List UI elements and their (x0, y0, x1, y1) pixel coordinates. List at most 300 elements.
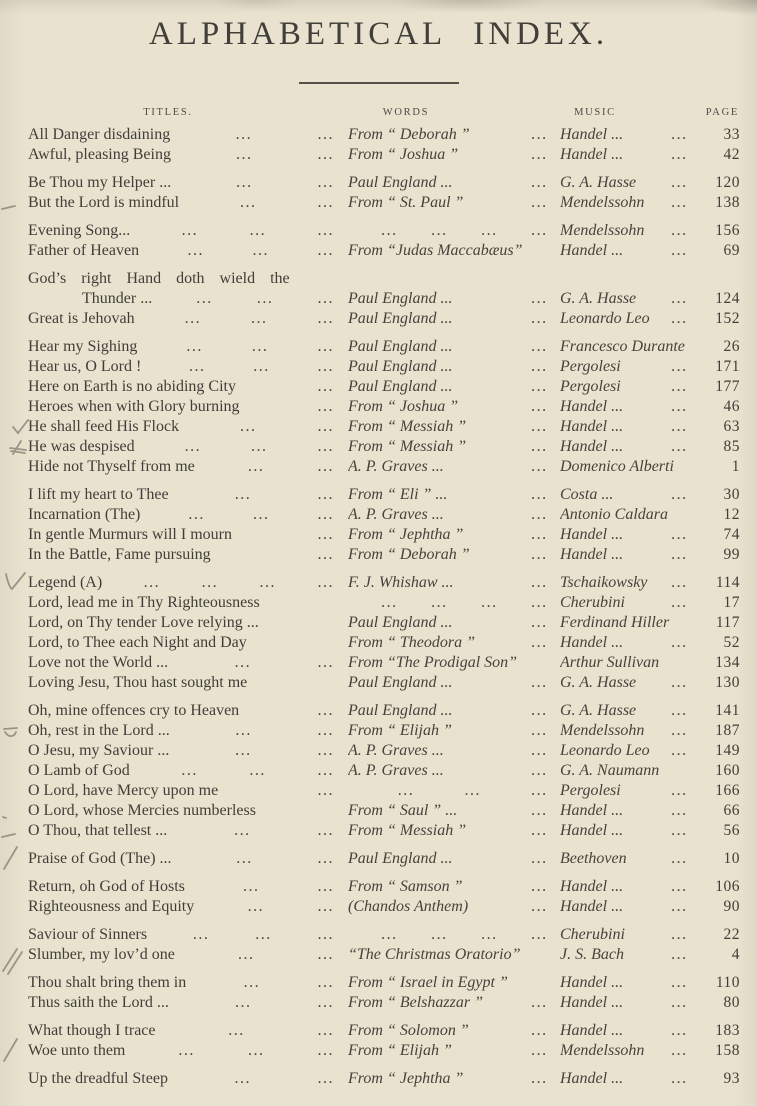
music-cell-text: G. A. Hasse (560, 702, 637, 719)
pen-mark-double-slash (1, 945, 23, 981)
page-number: 63 (723, 418, 740, 435)
dot-leader: ... (240, 418, 257, 435)
title-cell-text: Righteousness and Equity (28, 898, 195, 915)
dot-leader: ... (181, 222, 199, 239)
dot-leader: ... (531, 546, 548, 563)
dot-leader: ... (531, 702, 548, 719)
dot-leader: ... (671, 974, 688, 991)
words-cell (348, 377, 560, 397)
words-cell-text: From “ Eli ” ... (348, 486, 448, 503)
index-row (28, 721, 740, 741)
music-cell-text: G. A. Hasse (560, 174, 637, 191)
title-cell-text: O Lord, whose Mercies numberless (28, 802, 256, 819)
music-cell-text: Mendelssohn (560, 722, 645, 739)
dot-leader: ... (317, 418, 334, 435)
music-cell (560, 877, 696, 897)
words-cell (348, 485, 560, 505)
title-cell-text: Lord, lead me in Thy Righteousness (28, 594, 260, 611)
index-row (28, 289, 740, 309)
words-cell-text: From “The Prodigal Son” (348, 654, 518, 671)
dot-leader: ... (431, 222, 448, 239)
title-cell (28, 145, 348, 165)
page-number: 134 (715, 654, 740, 671)
dot-leader: ... (531, 418, 548, 435)
pen-mark-dash (1, 198, 17, 218)
words-cell-text: From “ Joshua ” (348, 146, 459, 163)
words-cell (348, 973, 560, 993)
index-row (28, 397, 740, 417)
index-row (28, 221, 740, 241)
dot-leader: ... (235, 126, 253, 143)
music-cell-text: Handel ... (560, 126, 624, 143)
words-cell (348, 741, 560, 761)
words-cell-text: (Chandos Anthem) (348, 898, 469, 915)
title-cell-text: Loving Jesu, Thou hast sought me (28, 674, 248, 691)
dot-leader: ... (671, 486, 688, 503)
title-cell-text: But the Lord is mindful (28, 194, 180, 211)
words-cell (348, 289, 560, 309)
title-cell (28, 613, 348, 633)
dot-leader: ... (531, 802, 548, 819)
dot-leader: ... (317, 1022, 334, 1039)
words-cell-text: F. J. Whishaw ... (348, 574, 454, 591)
title-cell-text: Hide not Thyself from me (28, 458, 195, 475)
page-number: 52 (723, 634, 740, 651)
title-cell-text: What though I trace (28, 1022, 156, 1039)
music-cell (560, 193, 696, 213)
music-cell-text: Handel ... (560, 822, 624, 839)
dot-leader: ... (317, 654, 334, 671)
page-number: 80 (723, 994, 740, 1011)
dot-leader: ... (249, 222, 267, 239)
index-group (28, 125, 740, 165)
words-cell-text: From “ Saul ” ... (348, 802, 458, 819)
page-number: 110 (715, 974, 740, 991)
music-cell (560, 337, 696, 357)
title-cell-text: In gentle Murmurs will I mourn (28, 526, 232, 543)
words-cell (348, 397, 560, 417)
words-cell-text: From “ Elijah ” (348, 1042, 452, 1059)
dot-leader: ... (252, 506, 270, 523)
title-cell (28, 973, 348, 993)
title-cell (28, 573, 348, 593)
dot-leader: ... (181, 762, 198, 779)
title-cell-text: Legend (A) (28, 574, 103, 591)
dot-leader: ... (317, 310, 334, 327)
page-number: 152 (715, 310, 740, 327)
dot-leader: ... (671, 242, 688, 259)
title-cell-text: He was despised (28, 438, 135, 455)
page-number: 124 (715, 290, 740, 307)
dot-leader: ... (531, 634, 548, 651)
dot-leader: ... (251, 338, 269, 355)
title-cell (28, 721, 348, 741)
page-number: 106 (715, 878, 740, 895)
index-group (28, 877, 740, 917)
index-row (28, 525, 740, 545)
dot-leader: ... (381, 222, 398, 239)
words-cell-text: From “ Samson ” (348, 878, 463, 895)
dot-leader: ... (234, 486, 252, 503)
title-cell (28, 397, 348, 417)
music-cell (560, 485, 696, 505)
dot-leader: ... (671, 802, 688, 819)
title-cell (28, 525, 348, 545)
words-cell (348, 357, 560, 377)
dot-leader: ... (317, 1070, 334, 1087)
dot-leader: ... (242, 878, 260, 895)
dot-leader: ... (671, 1042, 688, 1059)
dot-leader: ... (317, 702, 334, 719)
index-row (28, 925, 740, 945)
music-cell-text: Mendelssohn (560, 222, 645, 239)
music-cell (560, 1021, 696, 1041)
title-cell-text: Slumber, my lov’d one (28, 946, 175, 963)
music-cell (560, 633, 696, 653)
dot-leader: ... (317, 506, 334, 523)
words-cell (348, 897, 560, 917)
dot-leader: ... (671, 1070, 688, 1087)
dot-leader: ... (671, 634, 688, 651)
index-group (28, 973, 740, 1013)
words-cell-text: Paul England ... (348, 674, 453, 691)
dot-leader: ... (317, 290, 334, 307)
dot-leader: ... (531, 574, 548, 591)
title-cell (28, 457, 348, 477)
title-cell-text: He shall feed His Flock (28, 418, 180, 435)
page-number: 187 (715, 722, 740, 739)
dot-leader: ... (236, 174, 253, 191)
music-cell (560, 241, 696, 261)
music-cell (560, 145, 696, 165)
dot-leader: ... (671, 310, 688, 327)
music-cell-text: Handel ... (560, 546, 624, 563)
title-cell (28, 741, 348, 761)
index-row (28, 377, 740, 397)
dot-leader: ... (235, 146, 253, 163)
dot-leader: ... (251, 310, 268, 327)
dot-leader: ... (188, 506, 205, 523)
dot-leader: ... (531, 290, 548, 307)
title-cell-text: Here on Earth is no abiding City (28, 378, 236, 395)
dot-leader: ... (531, 614, 548, 631)
dot-leader: ... (317, 926, 334, 943)
music-cell (560, 849, 696, 869)
title-cell (28, 193, 348, 213)
words-cell-text: Paul England ... (348, 310, 453, 327)
words-cell-text: From “ Jephtha ” (348, 526, 464, 543)
title-cell-text: Up the dreadful Steep (28, 1070, 168, 1087)
music-cell (560, 801, 696, 821)
index-row (28, 593, 740, 613)
music-cell-text: Cherubini (560, 594, 625, 611)
dot-leader: ... (259, 574, 277, 591)
index-row (28, 633, 740, 653)
dot-leader: ... (317, 438, 334, 455)
dot-leader: ... (531, 194, 548, 211)
title-cell-text: O Lamb of God (28, 762, 130, 779)
music-cell (560, 221, 696, 241)
index-group (28, 925, 740, 965)
music-cell-text: Arthur Sullivan (560, 654, 660, 671)
dot-leader: ... (317, 574, 334, 591)
dot-leader: ... (531, 358, 548, 375)
dot-leader: ... (671, 782, 688, 799)
dot-leader: ... (531, 398, 548, 415)
title-cell (28, 173, 348, 193)
words-cell (348, 801, 560, 821)
title-cell (28, 125, 348, 145)
dot-leader: ... (317, 174, 334, 191)
dot-leader: ... (317, 242, 334, 259)
index-row (28, 801, 740, 821)
page-number: 56 (723, 822, 740, 839)
words-cell (348, 877, 560, 897)
music-cell-text: Ferdinand Hiller (560, 614, 670, 631)
dot-leader: ... (236, 850, 253, 867)
music-cell-text: G. A. Hasse (560, 674, 637, 691)
music-cell (560, 125, 696, 145)
dot-leader: ... (531, 822, 548, 839)
dot-leader: ... (671, 850, 688, 867)
words-cell (348, 417, 560, 437)
dot-leader: ... (531, 438, 548, 455)
music-cell (560, 309, 696, 329)
words-cell-text: From “ Solomon ” (348, 1022, 469, 1039)
index-group (28, 485, 740, 565)
music-cell-text: Cherubini (560, 926, 625, 943)
music-cell-text: Handel ... (560, 242, 624, 259)
page-number: 1 (731, 458, 740, 475)
words-cell-text: Paul England ... (348, 174, 453, 191)
music-cell-text: Handel ... (560, 898, 624, 915)
title-cell (28, 485, 348, 505)
words-cell (348, 821, 560, 841)
words-cell (348, 653, 560, 673)
title-cell (28, 593, 348, 613)
dot-leader: ... (671, 574, 688, 591)
dot-leader: ... (671, 546, 688, 563)
dot-leader: ... (235, 742, 252, 759)
dot-leader: ... (531, 174, 548, 191)
page-number: 160 (715, 762, 740, 779)
index-row (28, 357, 740, 377)
index-row (28, 821, 740, 841)
index-group (28, 849, 740, 869)
page-number: 46 (723, 398, 740, 415)
dot-leader: ... (671, 194, 688, 211)
title-cell-text: Oh, mine offences cry to Heaven (28, 702, 240, 719)
index-table (28, 125, 740, 1089)
dot-leader: ... (531, 1042, 548, 1059)
index-row (28, 877, 740, 897)
words-cell (348, 241, 560, 261)
dot-leader: ... (196, 290, 213, 307)
words-cell (348, 337, 560, 357)
index-group (28, 1021, 740, 1061)
index-row (28, 897, 740, 917)
dot-leader: ... (249, 762, 266, 779)
index-row (28, 945, 740, 965)
dot-leader: ... (671, 126, 688, 143)
dot-leader: ... (317, 762, 334, 779)
index-row (28, 993, 740, 1013)
page-number: 156 (715, 222, 740, 239)
words-cell-text: Paul England ... (348, 850, 453, 867)
words-cell-text: A. P. Graves ... (348, 742, 444, 759)
title-cell-text: In the Battle, Fame pursuing (28, 546, 211, 563)
words-cell (348, 721, 560, 741)
words-cell (348, 505, 560, 525)
music-cell-text: Handel ... (560, 526, 624, 543)
music-cell-text: Costa ... (560, 486, 614, 503)
dot-leader: ... (531, 378, 548, 395)
title-cell-text: Lord, on Thy tender Love relying ... (28, 614, 259, 631)
page-number: 183 (715, 1022, 740, 1039)
index-row (28, 573, 740, 593)
dot-leader: ... (431, 594, 448, 611)
title-cell-text: Thunder ... (82, 290, 153, 307)
words-cell (348, 593, 560, 613)
music-cell (560, 761, 696, 781)
dot-leader: ... (234, 994, 252, 1011)
title-cell (28, 993, 348, 1013)
index-group (28, 337, 740, 477)
title-cell-text: Saviour of Sinners (28, 926, 148, 943)
index-group (28, 701, 740, 841)
dot-leader: ... (531, 486, 548, 503)
words-cell-text: From “ Jephtha ” (348, 1070, 464, 1087)
pen-mark-dash (1, 826, 17, 846)
title-cell-text: Heroes when with Glory burning (28, 398, 240, 415)
column-header-music: MUSIC (574, 107, 616, 118)
page-number: 42 (723, 146, 740, 163)
words-cell (348, 673, 560, 693)
music-cell-text: Handel ... (560, 994, 624, 1011)
dot-leader: ... (531, 926, 548, 943)
dot-leader: ... (317, 358, 334, 375)
page-number: 33 (723, 126, 740, 143)
dot-leader: ... (192, 926, 210, 943)
words-cell-text: “The Christmas Oratorio” (348, 946, 521, 963)
dot-leader: ... (317, 146, 334, 163)
dot-leader: ... (531, 722, 548, 739)
dot-leader: ... (234, 822, 251, 839)
title-cell-text: O Thou, that tellest ... (28, 822, 168, 839)
words-cell-text: From “ Belshazzar ” (348, 994, 483, 1011)
index-row (28, 145, 740, 165)
dot-leader: ... (184, 438, 202, 455)
dot-leader: ... (531, 742, 548, 759)
index-row (28, 761, 740, 781)
dot-leader: ... (317, 1042, 334, 1059)
dot-leader: ... (256, 290, 274, 307)
words-cell (348, 701, 560, 721)
index-row (28, 457, 740, 477)
music-cell-text: Leonardo Leo (560, 742, 650, 759)
title-cell-text: Return, oh God of Hosts (28, 878, 185, 895)
words-cell (348, 145, 560, 165)
index-row (28, 673, 740, 693)
index-row (28, 741, 740, 761)
dot-leader: ... (247, 458, 265, 475)
dot-leader: ... (671, 358, 688, 375)
music-cell (560, 377, 696, 397)
dot-leader: ... (531, 1022, 548, 1039)
title-cell-text: I lift my heart to Thee (28, 486, 169, 503)
dot-leader: ... (317, 458, 334, 475)
music-cell (560, 673, 696, 693)
music-cell-text: Pergolesi (560, 782, 621, 799)
title-cell (28, 221, 348, 241)
music-cell-text: Antonio Caldara (560, 506, 669, 523)
page-number: 66 (723, 802, 740, 819)
page-title: ALPHABETICAL INDEX. (148, 16, 609, 52)
title-cell (28, 505, 348, 525)
index-row (28, 1041, 740, 1061)
page-number: 30 (723, 486, 740, 503)
title-cell (28, 633, 348, 653)
music-cell (560, 613, 696, 633)
words-cell-text: From “ Joshua ” (348, 398, 459, 415)
words-cell (348, 545, 560, 565)
title-cell (28, 877, 348, 897)
words-cell-text: Paul England ... (348, 614, 453, 631)
dot-leader: ... (317, 194, 334, 211)
dot-leader: ... (671, 878, 688, 895)
dot-leader: ... (317, 378, 334, 395)
index-group (28, 269, 740, 329)
index-row (28, 337, 740, 357)
dot-leader: ... (251, 438, 268, 455)
dot-leader: ... (398, 782, 415, 799)
words-cell-text: Paul England ... (348, 378, 453, 395)
title-cell-text: Love not the World ... (28, 654, 169, 671)
words-cell-text: From “ Deborah ” (348, 126, 470, 143)
music-cell-text: Pergolesi (560, 378, 621, 395)
words-cell-text: From “ Theodora ” (348, 634, 475, 651)
index-row (28, 505, 740, 525)
dot-leader: ... (317, 878, 334, 895)
title-cell (28, 1041, 348, 1061)
pen-mark-slash (2, 1037, 20, 1069)
page-number: 17 (723, 594, 740, 611)
dot-leader: ... (671, 722, 688, 739)
dot-leader: ... (531, 222, 548, 239)
page-number: 130 (715, 674, 740, 691)
dot-leader: ... (671, 418, 688, 435)
title-cell-text: Hear my Sighing (28, 338, 138, 355)
music-cell (560, 525, 696, 545)
music-cell (560, 741, 696, 761)
index-group (28, 173, 740, 213)
music-cell-text: Handel ... (560, 878, 624, 895)
title-cell (28, 761, 348, 781)
page-number: 158 (715, 1042, 740, 1059)
title-cell (28, 1069, 348, 1089)
title-cell (28, 309, 348, 329)
title-cell (28, 897, 348, 917)
music-cell (560, 173, 696, 193)
words-cell (348, 993, 560, 1013)
dot-leader: ... (671, 674, 688, 691)
music-cell (560, 945, 696, 965)
music-cell (560, 573, 696, 593)
dot-leader: ... (671, 702, 688, 719)
words-cell (348, 173, 560, 193)
title-cell (28, 337, 348, 357)
dot-leader: ... (531, 506, 548, 523)
